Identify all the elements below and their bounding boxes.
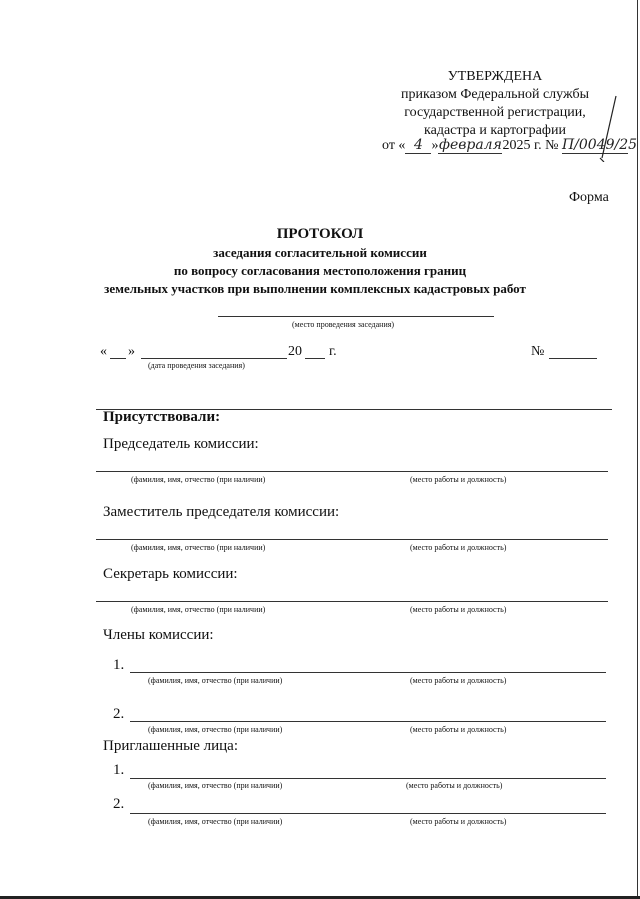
date-month-handwritten: февраля: [438, 137, 502, 153]
invited-1-line: [130, 778, 606, 779]
date-open-quote: «: [100, 344, 107, 359]
invited-1-number: 1.: [113, 762, 125, 778]
member-2-job-caption: (место работы и должность): [410, 725, 507, 734]
approval-line-1: приказом Федеральной службы: [401, 87, 589, 102]
present-heading: Присутствовали:: [103, 409, 221, 425]
meeting-place-caption: (место проведения заседания): [292, 320, 395, 329]
invited-2-number: 2.: [113, 796, 125, 812]
invited-2-job-caption: (место работы и должность): [410, 817, 507, 826]
member-1-number: 1.: [113, 657, 125, 673]
meeting-place-line: [218, 316, 494, 317]
member-2-number: 2.: [113, 706, 125, 722]
deputy-fio-caption: (фамилия, имя, отчество (при наличии): [131, 543, 266, 552]
date-caption: (дата проведения заседания): [148, 361, 245, 370]
protocol-title: ПРОТОКОЛ: [276, 226, 364, 242]
chairman-job-caption: (место работы и должность): [410, 475, 507, 484]
chairman-label: Председатель комиссии:: [103, 436, 259, 452]
secretary-fio-caption: (фамилия, имя, отчество (при наличии): [131, 605, 266, 614]
date-year-prefix: 20: [288, 344, 302, 359]
date-month-line: [141, 358, 287, 359]
invited-2-fio-caption: (фамилия, имя, отчество (при наличии): [148, 817, 283, 826]
deputy-label: Заместитель председателя комиссии:: [103, 504, 340, 520]
invited-1-fio-caption: (фамилия, имя, отчество (при наличии): [148, 781, 283, 790]
member-2-fio-caption: (фамилия, имя, отчество (при наличии): [148, 725, 283, 734]
member-1-job-caption: (место работы и должность): [410, 676, 507, 685]
members-label: Члены комиссии:: [103, 627, 214, 643]
number-sign: №: [531, 344, 545, 359]
chairman-fio-caption: (фамилия, имя, отчество (при наличии): [131, 475, 266, 484]
form-label: Форма: [569, 190, 609, 205]
chairman-line: [96, 471, 608, 472]
invited-label: Приглашенные лица:: [103, 738, 239, 754]
date-close-quote: »: [128, 344, 135, 359]
secretary-job-caption: (место работы и должность): [410, 605, 507, 614]
date-day-handwritten: 4: [405, 137, 431, 154]
date-prefix: от «: [382, 138, 406, 153]
secretary-label: Секретарь комиссии:: [103, 566, 238, 582]
date-year-suffix: г.: [329, 344, 337, 359]
invited-2-line: [130, 813, 606, 814]
secretary-line: [96, 601, 608, 602]
approval-heading: УТВЕРЖДЕНА: [447, 69, 543, 84]
title-line-2: по вопросу согласования местоположения границ: [173, 263, 467, 278]
date-year: 2025 г. №: [502, 138, 559, 153]
deputy-line: [96, 539, 608, 540]
title-line-3: земельных участков при выполнении комплексных кадастровых работ: [104, 281, 526, 296]
member-1-fio-caption: (фамилия, имя, отчество (при наличии): [148, 676, 283, 685]
scan-edge-right: [637, 0, 638, 899]
invited-1-job-caption: (место работы и должность): [406, 781, 503, 790]
approval-line-3: кадастра и картографии: [424, 123, 566, 138]
date-day-line: [110, 358, 126, 359]
approval-date-row: [382, 137, 638, 154]
approval-bracket-mark: [598, 92, 620, 162]
date-year-line: [305, 358, 325, 359]
member-1-line: [130, 672, 606, 673]
title-line-1: заседания согласительной комиссии: [213, 245, 427, 260]
approval-line-2: государственной регистрации,: [404, 105, 586, 120]
order-number-handwritten: П/0049/25: [561, 137, 638, 153]
number-line: [549, 358, 597, 359]
member-2-line: [130, 721, 606, 722]
date-mid: »: [431, 138, 439, 153]
deputy-job-caption: (место работы и должность): [410, 543, 507, 552]
